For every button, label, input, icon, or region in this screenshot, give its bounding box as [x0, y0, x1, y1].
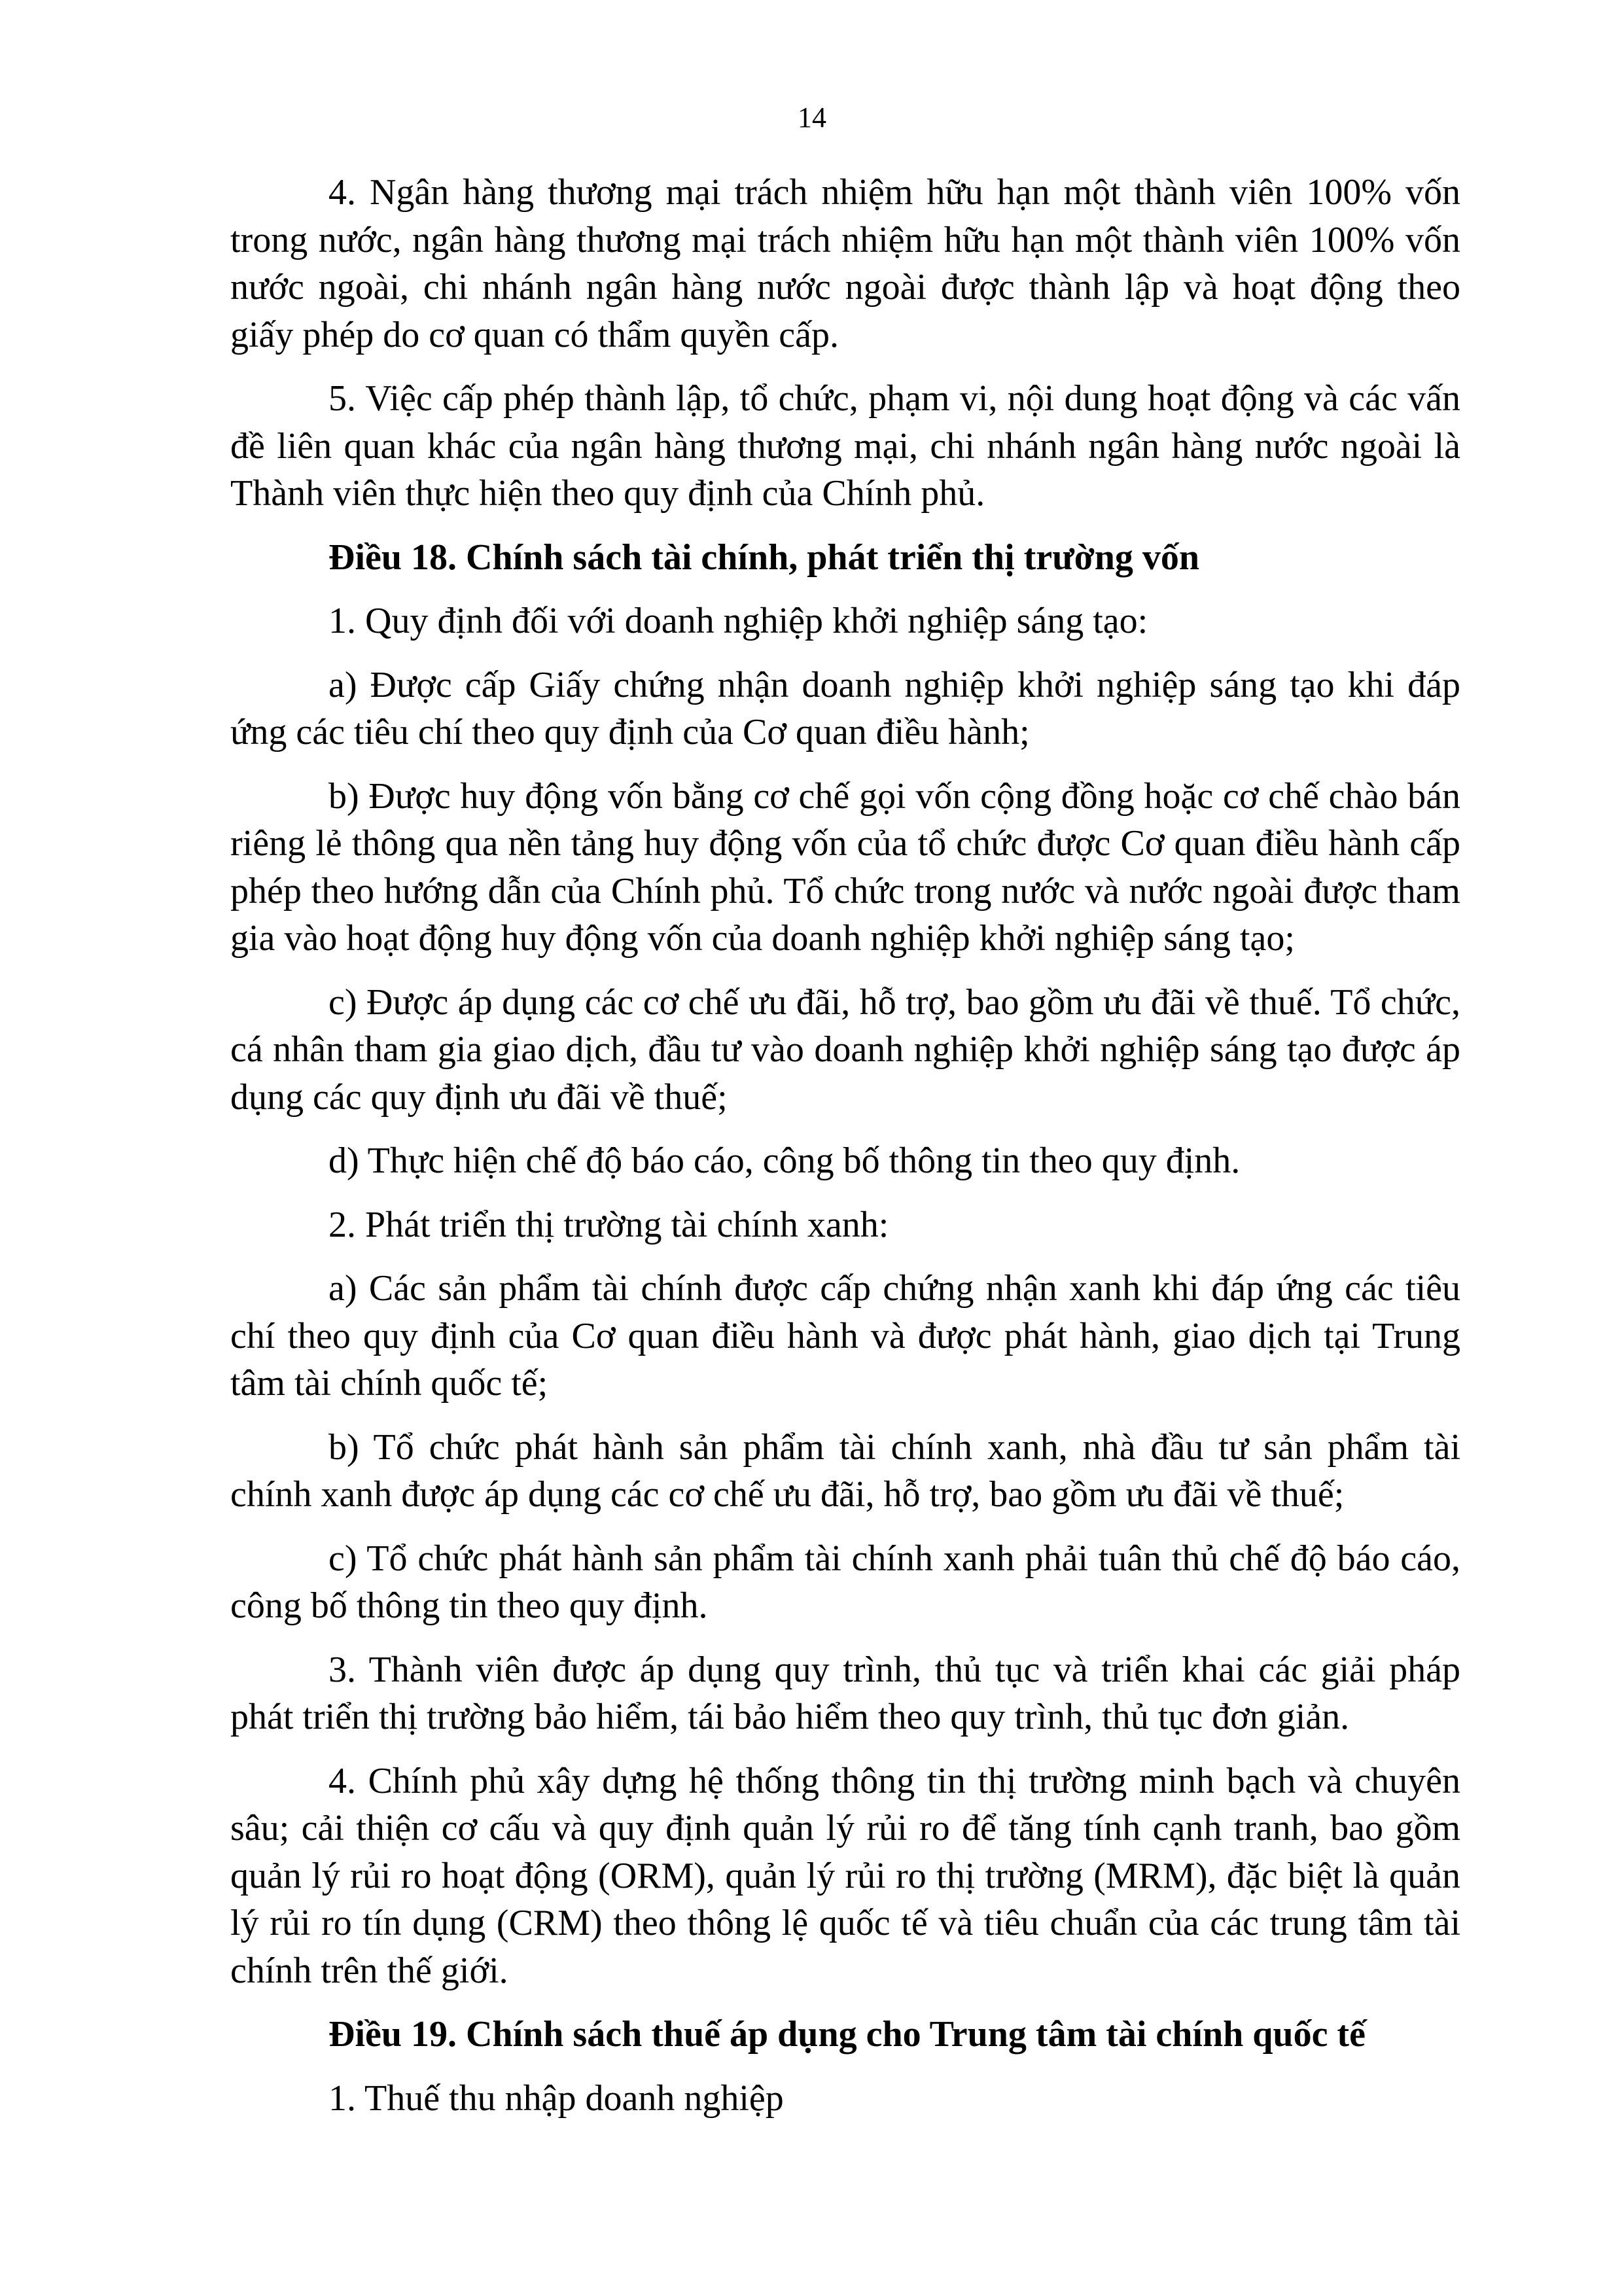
- article-18-clause-1c: c) Được áp dụng các cơ chế ưu đãi, hỗ trợ, bao gồm ưu đãi về thuế. Tổ chức, cá nhân tham gia giao dịch, đầu tư vào doanh nghiệp khởi nghiệp sáng tạo được áp dụng các quy định ưu đãi về thuế;: [230, 981, 1460, 1118]
- article-18-clause-1b: b) Được huy động vốn bằng cơ chế gọi vốn cộng đồng hoặc cơ chế chào bán riêng lẻ thông qua nền tảng huy động vốn của tổ chức được Cơ quan điều hành cấp phép theo hướng dẫn của Chính phủ. Tổ chức trong nước và nước ngoài được tham gia vào hoạt động huy động vốn của doanh nghiệp khởi nghiệp sáng tạo;: [230, 775, 1460, 959]
- document-body: [230, 169, 1460, 2138]
- article-18-clause-1: 1. Quy định đối với doanh nghiệp khởi nghiệp sáng tạo:: [328, 601, 1148, 641]
- article-18-clause-1a: a) Được cấp Giấy chứng nhận doanh nghiệp khởi nghiệp sáng tạo khi đáp ứng các tiêu chí theo quy định của Cơ quan điều hành;: [230, 664, 1460, 752]
- article-19-clause-1: 1. Thuế thu nhập doanh nghiệp: [328, 2077, 784, 2119]
- article-18-clause-2: 2. Phát triển thị trường tài chính xanh:: [328, 1204, 889, 1245]
- article-18-heading: Điều 18. Chính sách tài chính, phát triển thị trường vốn: [328, 537, 1200, 578]
- article-18-clause-2a: a) Các sản phẩm tài chính được cấp chứng nhận xanh khi đáp ứng các tiêu chí theo quy định của Cơ quan điều hành và được phát hành, giao dịch tại Trung tâm tài chính quốc tế;: [230, 1268, 1460, 1404]
- article-18-clause-3: 3. Thành viên được áp dụng quy trình, thủ tục và triển khai các giải pháp phát triển thị trường bảo hiểm, tái bảo hiểm theo quy trình, thủ tục đơn giản.: [230, 1649, 1460, 1737]
- clause-4-bank-licensing: 4. Ngân hàng thương mại trách nhiệm hữu hạn một thành viên 100% vốn trong nước, ngân hàng thương mại trách nhiệm hữu hạn một thành viên 100% vốn nước ngoài, chi nhánh ngân hàng nước ngoài được thành lập và hoạt động theo giấy phép do cơ quan có thẩm quyền cấp.: [230, 172, 1460, 355]
- article-18-clause-2b: b) Tổ chức phát hành sản phẩm tài chính xanh, nhà đầu tư sản phẩm tài chính xanh được áp dụng các cơ chế ưu đãi, hỗ trợ, bao gồm ưu đãi về thuế;: [230, 1426, 1460, 1515]
- article-18-clause-2c: c) Tổ chức phát hành sản phẩm tài chính xanh phải tuân thủ chế độ báo cáo, công bố thông tin theo quy định.: [230, 1538, 1460, 1626]
- article-18-clause-4: 4. Chính phủ xây dựng hệ thống thông tin thị trường minh bạch và chuyên sâu; cải thiện cơ cấu và quy định quản lý rủi ro để tăng tính cạnh tranh, bao gồm quản lý rủi ro hoạt động (ORM), quản lý rủi ro thị trường (MRM), đặc biệt là quản lý rủi ro tín dụng (CRM) theo thông lệ quốc tế và tiêu chuẩn của các trung tâm tài chính trên thế giới.: [230, 1760, 1460, 1991]
- article-18-clause-1d: d) Thực hiện chế độ báo cáo, công bố thông tin theo quy định.: [328, 1140, 1241, 1181]
- article-19-heading: Điều 19. Chính sách thuế áp dụng cho Trung tâm tài chính quốc tế: [328, 2014, 1366, 2055]
- page-number: 14: [798, 101, 826, 133]
- clause-5-licensing-regulation: 5. Việc cấp phép thành lập, tổ chức, phạm vi, nội dung hoạt động và các vấn đề liên quan khác của ngân hàng thương mại, chi nhánh ngân hàng nước ngoài là Thành viên thực hiện theo quy định của Chính phủ.: [230, 378, 1460, 514]
